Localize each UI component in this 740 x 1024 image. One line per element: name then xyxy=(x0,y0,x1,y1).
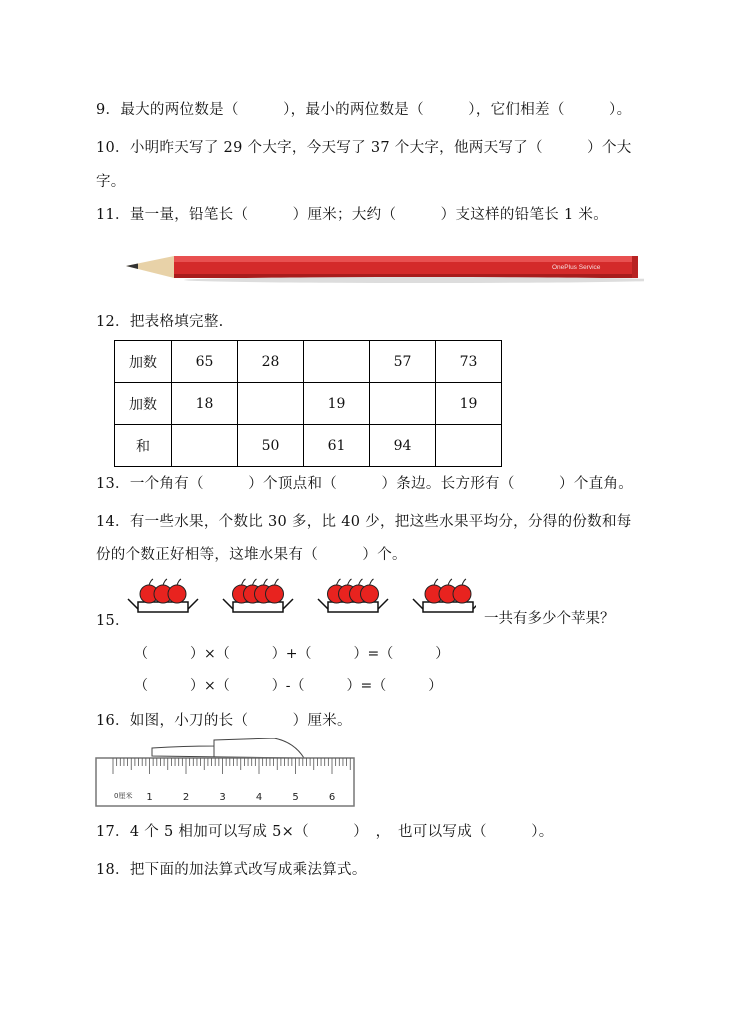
table-cell: 28 xyxy=(238,341,304,383)
equation-multiply-add: （ ）×（ ）+（ ）=（ ） xyxy=(134,646,450,662)
table-cell xyxy=(304,341,370,383)
knife-icon xyxy=(152,738,304,758)
table-cell xyxy=(172,425,238,467)
ruler-tick-label: 5 xyxy=(292,792,299,803)
ruler-tick-label: 6 xyxy=(328,792,336,803)
question-14-line2: 份的个数正好相等，这堆水果有（ ）个。 xyxy=(96,547,407,563)
equation-multiply-subtract: （ ）×（ ）-（ ）=（ ） xyxy=(134,678,443,694)
table-cell: 50 xyxy=(238,425,304,467)
table-cell: 19 xyxy=(304,383,370,425)
question-11: 11．量一量，铅笔长（ ）厘米；大约（ ）支这样的铅笔长 1 米。 xyxy=(96,207,608,223)
ruler-tick-label: 3 xyxy=(219,792,226,803)
question-10-line2: 字。 xyxy=(96,174,126,190)
question-18: 18．把下面的加法算式改写成乘法算式。 xyxy=(96,862,367,878)
question-9: 9．最大的两位数是（ ），最小的两位数是（ ），它们相差（ ）。 xyxy=(96,102,632,118)
ruler-tick-label: 4 xyxy=(255,792,263,803)
table-row xyxy=(115,425,502,467)
question-15-number: 15． xyxy=(96,613,130,629)
table-cell: 19 xyxy=(436,383,502,425)
ruler-tick-label: 2 xyxy=(182,792,190,803)
question-16: 16．如图，小刀的长（ ）厘米。 xyxy=(96,713,352,729)
apple-icon xyxy=(361,585,379,603)
addition-table xyxy=(114,340,502,467)
ruler-tick-label: 1 xyxy=(146,792,153,803)
table-row xyxy=(115,341,502,383)
ruler-with-knife-image xyxy=(94,738,358,810)
table-cell: 18 xyxy=(172,383,238,425)
question-13: 13．一个角有（ ）个顶点和（ ）条边。长方形有（ ）个直角。 xyxy=(96,476,634,492)
pencil-image xyxy=(124,250,644,286)
table-cell: 加数 xyxy=(115,383,172,425)
pencil-brand-text: OnePlus Service xyxy=(552,264,601,271)
question-17: 17．4 个 5 相加可以写成 5×（ ） ， 也可以写成（ ）。 xyxy=(96,824,554,840)
question-15-text: 一共有多少个苹果？ xyxy=(484,611,615,627)
table-row xyxy=(115,383,502,425)
apple-plates-image xyxy=(126,575,476,619)
apple-plate xyxy=(223,579,293,612)
apple-plate xyxy=(128,579,198,612)
table-cell: 94 xyxy=(370,425,436,467)
table-cell: 加数 xyxy=(115,341,172,383)
table-cell xyxy=(436,425,502,467)
pencil-lead xyxy=(126,264,138,270)
table-cell: 57 xyxy=(370,341,436,383)
table-cell: 73 xyxy=(436,341,502,383)
table-cell: 65 xyxy=(172,341,238,383)
question-12: 12．把表格填完整. xyxy=(96,314,224,330)
apple-icon xyxy=(266,585,284,603)
ruler-unit-label: 0厘米 xyxy=(114,792,133,800)
apple-plate xyxy=(318,579,388,612)
apple-plate xyxy=(413,579,476,612)
table-cell: 和 xyxy=(115,425,172,467)
table-cell: 61 xyxy=(304,425,370,467)
apple-icon xyxy=(453,585,471,603)
apple-icon xyxy=(168,585,186,603)
table-cell xyxy=(238,383,304,425)
table-cell xyxy=(370,383,436,425)
question-14-line1: 14．有一些水果，个数比 30 多，比 40 少，把这些水果平均分，分得的份数和每 xyxy=(96,514,632,530)
question-10-line1: 10．小明昨天写了 29 个大字，今天写了 37 个大字，他两天写了（ ）个大 xyxy=(96,140,632,156)
